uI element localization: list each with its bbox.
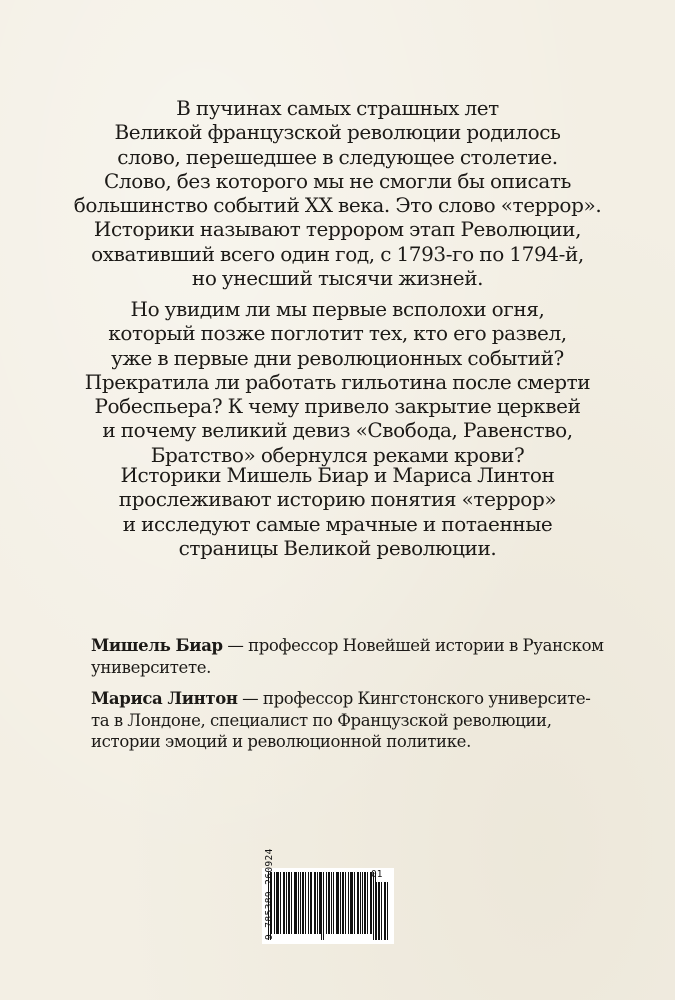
text-line: охвативший всего один год, с 1793-го по 1794-й,	[91, 241, 584, 266]
bio-line: университете.	[91, 657, 212, 677]
text-line: Слово, без которого мы не смогли бы описать	[104, 168, 571, 193]
barcode-bar	[280, 872, 281, 934]
barcode-bar	[294, 872, 295, 934]
bio-line	[91, 688, 591, 710]
description-paragraph-1	[70, 96, 605, 290]
barcode-bar	[365, 872, 366, 934]
barcode-bar	[315, 872, 316, 934]
barcode-bar	[352, 872, 353, 934]
barcode-bar	[278, 872, 279, 934]
text-line: Великой французской революции родилось	[114, 120, 561, 145]
barcode-bar	[358, 872, 359, 934]
barcode-bar	[362, 872, 363, 934]
isbn-number: 9 785389 260924	[264, 848, 275, 940]
barcode-addon-bar	[384, 882, 385, 940]
barcode-bar	[311, 872, 312, 934]
barcode-bar	[357, 872, 358, 934]
text-line: страницы Великой революции.	[178, 535, 497, 560]
barcode-bar	[300, 872, 301, 934]
text-line: Историки Мишель Биар и Мариса Линтон	[120, 463, 555, 487]
author-bio-biard	[91, 635, 604, 678]
text-line: но унесший тысячи жизней.	[191, 266, 484, 291]
text-line: Прекратила ли работать гильотина после смерти	[84, 369, 591, 394]
text-line: Робеспьера? К чему привело закрытие церквей	[94, 394, 581, 419]
barcode-bar	[283, 872, 284, 934]
barcode-bar	[336, 872, 337, 934]
barcode-bar	[276, 872, 277, 934]
barcode-bar	[354, 872, 355, 934]
barcode-addon-bar	[385, 882, 386, 940]
barcode-bar	[323, 872, 324, 940]
barcode-bar	[291, 872, 292, 934]
barcode-bar	[321, 872, 322, 940]
barcode-bar	[373, 872, 374, 940]
barcode-bar	[305, 872, 306, 934]
barcode-bar	[320, 872, 321, 934]
text-line: прослеживают историю понятия «террор»	[118, 487, 557, 512]
description-paragraph-2	[70, 297, 605, 467]
text-line: Но увидим ли мы первые всполохи огня,	[130, 297, 545, 321]
barcode-bar	[310, 872, 311, 934]
description-paragraph-3	[70, 463, 605, 560]
barcode-bar	[288, 872, 289, 934]
barcode-bar	[367, 872, 368, 934]
barcode-bar	[296, 872, 297, 934]
barcode-bar	[302, 872, 303, 934]
barcode-bar	[286, 872, 287, 934]
bio-line: та в Лондоне, специалист по Французской революции,	[91, 710, 552, 730]
barcode-bar	[329, 872, 330, 934]
barcode-addon-bar	[381, 882, 382, 940]
author-name: Мишель Биар	[91, 636, 223, 655]
barcode-bar	[340, 872, 341, 934]
barcode-addon-bar	[376, 882, 377, 940]
barcode-bar	[343, 872, 344, 934]
text-line: уже в первые дни революционных событий?	[111, 345, 564, 370]
bio-line: истории эмоций и революционной политике.	[91, 732, 471, 751]
text-line: и почему великий девиз «Свобода, Равенство,	[102, 418, 573, 443]
barcode-bar	[277, 872, 278, 934]
barcode-bar	[348, 872, 349, 934]
barcode-bar	[338, 872, 339, 934]
barcode-addon-bar	[379, 882, 380, 940]
author-bio-linton	[91, 688, 591, 753]
barcode-bar	[319, 872, 320, 934]
barcode-bar	[333, 872, 334, 934]
barcode-bar	[342, 872, 343, 934]
barcode-bar	[326, 872, 327, 934]
barcode-bar	[351, 872, 352, 934]
bio-text: — профессор Кингстонского университе-	[237, 689, 591, 708]
bio-line	[91, 635, 604, 657]
text-line: большинство событий XX века. Это слово «террор».	[73, 193, 602, 218]
barcode-bar	[308, 872, 309, 934]
text-line: слово, перешедшее в следующее столетие.	[117, 144, 558, 169]
barcode-addon: 01	[371, 869, 383, 880]
barcode-bar	[375, 872, 376, 940]
text-line: который позже поглотит тех, кто его развел,	[108, 321, 567, 346]
barcode-bar	[331, 872, 332, 934]
barcode-bar	[371, 872, 372, 934]
barcode-bar	[317, 872, 318, 934]
bio-text: — профессор Новейшей истории в Руанском	[222, 636, 604, 655]
barcode-bar	[350, 872, 351, 934]
text-line: Историки называют террором этап Революции,	[93, 217, 582, 242]
barcode-addon-bar	[378, 882, 379, 940]
barcode-bar	[303, 872, 304, 934]
barcode-bar	[295, 872, 296, 934]
barcode-bar	[345, 872, 346, 934]
barcode-bar	[289, 872, 290, 934]
barcode-bar	[328, 872, 329, 934]
barcode-bar	[337, 872, 338, 934]
text-line: В пучинах самых страшных лет	[176, 96, 499, 120]
text-line: и исследуют самые мрачные и потаенные	[122, 511, 553, 536]
barcode-bar	[364, 872, 365, 934]
barcode-bar	[298, 872, 299, 934]
barcode-bar	[314, 872, 315, 934]
barcode-bar	[284, 872, 285, 934]
barcode-addon-bar	[387, 882, 388, 940]
barcode-bar	[370, 872, 371, 934]
text-line: Братство» обернулся реками крови?	[150, 442, 525, 467]
barcode-bar	[360, 872, 361, 934]
author-name: Мариса Линтон	[91, 689, 238, 708]
